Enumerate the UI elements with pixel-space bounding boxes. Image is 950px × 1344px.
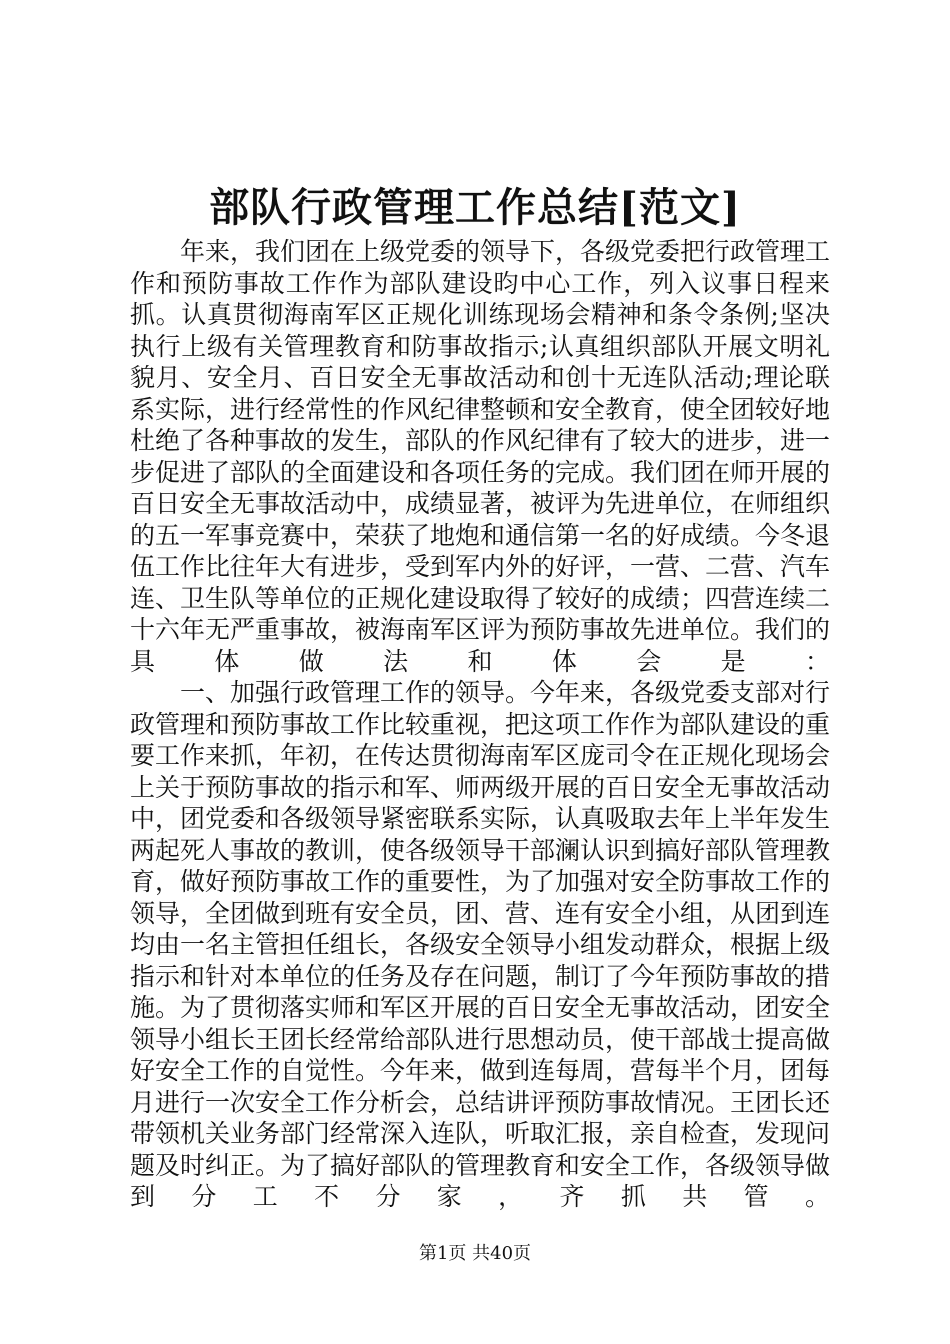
paragraph-section-1: 一、加强行政管理工作的领导。今年来，各级党委支部对行政管理和预防事故工作比较重视，把这项工作作为部队建设的重要工作来抓，年初，在传达贯彻海南军区庞司令在正规化现场会上关于预防事故的指示和军、师两级开展的百日安全无事故活动中，团党委和各级领导紧密联系实际，认真吸取去年上半年发生两起死人事故的教训，使各级领导干部澜认识到搞好部队管理教育，做好预防事故工作的重要性，为了加强对安全防事故工作的领导，全团做到班有安全员，团、营、连有安全小组，从团到连均由一名主管担任组长，各级安全领导小组发动群众，根据上级指示和针对本单位的任务及存在问题，制订了今年预防事故的措施。为了贯彻落实师和军区开展的百日安全无事故活动，团安全领导小组长王团长经常给部队进行思想动员，使干部战士提高做好安全工作的自觉性。今年来，做到连每周，营每半个月，团每月进行一次安全工作分析会，总结讲评预防事故情况。王团长还带领机关业务部门经常深入连队，听取汇报，亲自检查，发现问题及时纠正。为了搞好部队的管理教育和安全工作，各级领导做到分工不分家，齐抓共管。: [130, 678, 831, 1211]
document-body: [130, 236, 830, 1213]
paragraph-intro: 年来，我们团在上级党委的领导下，各级党委把行政管理工作和预防事故工作作为部队建设昀中心工作，列入议事日程来抓。认真贯彻海南军区正规化训练现场会精神和条令条例;坚决执行上级有关管理教育和防事故指示;认真组织部队开展文明礼貌月、安全月、百日安全无事故活动和创十无连队活动;理论联系实际，进行经常性的作风纪律整顿和安全教育，使全团较好地杜绝了各种事故的发生，部队的作风纪律有了较大的进步，进一步促进了部队的全面建设和各项任务的完成。我们团在师开展的百日安全无事故活动中，成绩显著，被评为先进单位，在师组织的五一军事竞赛中，荣获了地炮和通信第一名的好成绩。今冬退伍工作比往年大有进步，受到军内外的好评，一营、二营、汽车连、卫生队等单位的正规化建设取得了较好的成绩；四营连续二十六年无严重事故，被海南军区评为预防事故先进单位。我们的具体做法和体会是：: [130, 237, 831, 676]
page-number-footer: 第1页 共40页: [418, 1243, 532, 1264]
document-title: 部队行政管理工作总结[范文]: [209, 184, 741, 231]
